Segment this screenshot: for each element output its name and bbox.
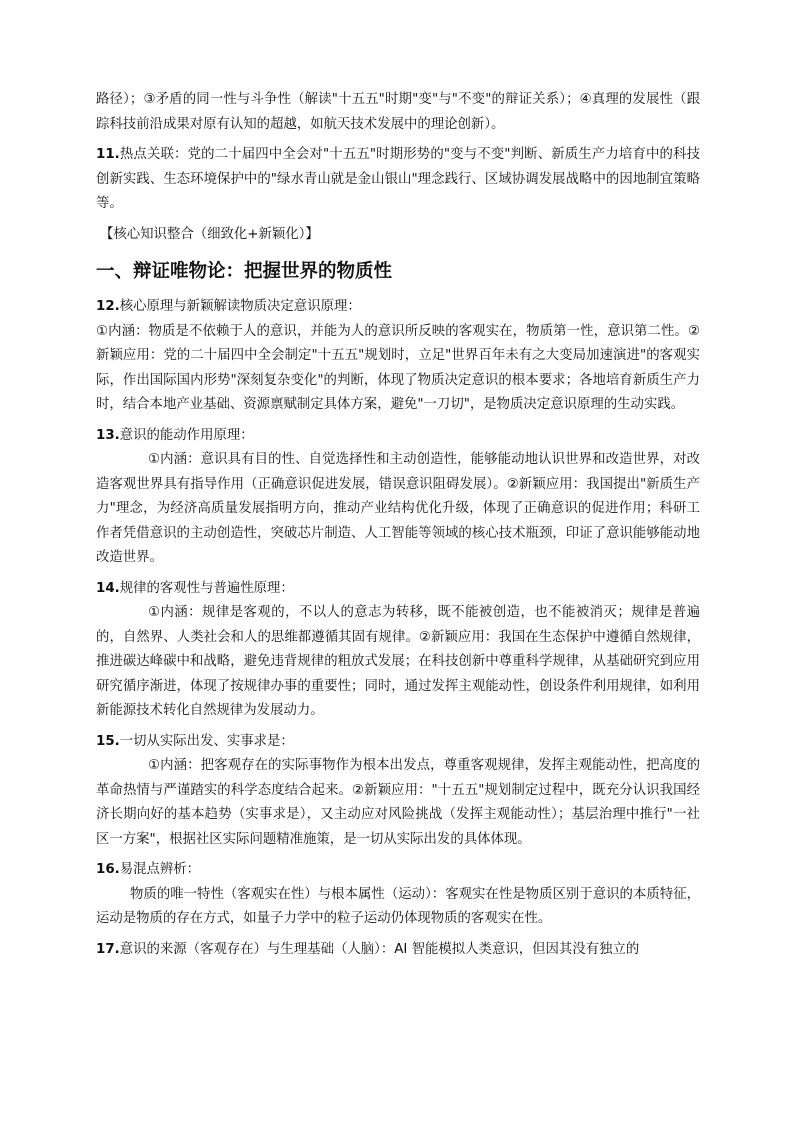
item-12-number: 12.	[96, 299, 120, 314]
item-17	[96, 938, 700, 963]
item-11-number: 11.	[96, 147, 120, 162]
item-14-heading	[96, 577, 700, 602]
item-13-heading	[96, 424, 700, 449]
item-16-head-text: 易混点辨析：	[119, 862, 201, 877]
item-14-head-text: 规律的客观性与普遍性原理：	[119, 580, 294, 596]
item-16-number: 16.	[96, 862, 120, 877]
top-paragraph: 路径）；③矛盾的同一性与斗争性（解读"十五五"时期"变"与"不变"的辩证关系）；④真理的发展性（跟踪科技前沿成果对原有认知的超越，如航天技术发展中的理论创新）。	[96, 92, 700, 132]
item-15-number: 15.	[96, 733, 120, 749]
item-13-body: ①内涵：意识具有目的性、自觉选择性和主动创造性，能够能动地认识世界和改造世界，对改造客观世界具有指导作用（正确意识促进发展，错误意识阻碍发展）。②新颖应用：我国提出"新质生产力"理念，为经济高质量发展指明方向，推动产业结构优化升级，体现了正确意识的促进作用；科研工作者凭借意识的主动创造性，突破芯片制造、人工智能等领域的核心技术瓶颈，印证了意识能够能动地改造世界。	[96, 452, 700, 565]
document-page	[96, 88, 700, 968]
item-14-body: ①内涵：规律是客观的，不以人的意志为转移，既不能被创造，也不能被消灭；规律是普遍的，自然界、人类社会和人的思维都遵循其固有规律。②新颖应用：我国在生态保护中遵循自然规律，推进碳达峰碳中和战略，避免违背规律的粗放式发展；在科技创新中尊重科学规律，从基础研究到应用研究循序渐进，体现了按规律办事的重要性；同时，通过发挥主观能动性，创设条件利用规律，如利用新能源技术转化自然规律为发展动力。	[96, 605, 700, 718]
item-16-heading	[96, 858, 700, 883]
item-15-heading	[96, 730, 700, 755]
item-12-body: ①内涵：物质是不依赖于人的意识，并能为人的意识所反映的客观实在，物质第一性，意识第二性。②新颖应用：党的二十届四中全会制定"十五五"规划时，立足"世界百年未有之大变局加速演进"的客观实际，作出国际国内形势"深刻复杂变化"的判断，体现了物质决定意识的根本要求；各地培育新质生产力时，结合本地产业基础、资源禀赋制定具体方案，避免"一刀切"，是物质决定意识原理的生动实践。	[96, 323, 700, 412]
item-12-head-text: 核心原理与新颖解读物质决定意识原理：	[119, 299, 361, 314]
section-bracket-heading: 【核心知识整合（细致化+新颖化）】	[100, 226, 319, 242]
item-17-text: 意识的来源（客观存在）与生理基础（人脑）：AI 智能模拟人类意识，但因其没有独立的	[119, 941, 640, 957]
section-title: 一、辩证唯物论：把握世界的物质性	[96, 261, 393, 282]
item-11-text: 热点关联：党的二十届四中全会对"十五五"时期形势的"变与不变"判断、新质生产力培育中的科技创新实践、生态环境保护中的"绿水青山就是金山银山"理念践行、区域协调发展战略中的因地制宜策略等。	[96, 147, 700, 211]
item-15-body: ①内涵：把客观存在的实际事物作为根本出发点，尊重客观规律，发挥主观能动性，把高度的革命热情与严谨踏实的科学态度结合起来。②新颖应用："十五五"规划制定过程中，既充分认识我国经济长期向好的基本趋势（实事求是），又主动应对风险挑战（发挥主观能动性）；基层治理中推行"一社区一方案"，根据社区实际问题精准施策，是一切从实际出发的具体体现。	[96, 758, 700, 847]
item-14-number: 14.	[96, 580, 120, 596]
item-11	[96, 143, 700, 217]
item-15-head-text: 一切从实际出发、实事求是：	[119, 733, 294, 749]
item-12-heading	[96, 295, 700, 320]
item-16-body: 物质的唯一特性（客观实在性）与根本属性（运动）：客观实在性是物质区别于意识的本质特征，运动是物质的存在方式，如量子力学中的粒子运动仍体现物质的客观实在性。	[96, 886, 700, 926]
item-13-head-text: 意识的能动作用原理：	[119, 427, 254, 443]
item-13-number: 13.	[96, 427, 120, 443]
item-17-number: 17.	[96, 941, 120, 957]
